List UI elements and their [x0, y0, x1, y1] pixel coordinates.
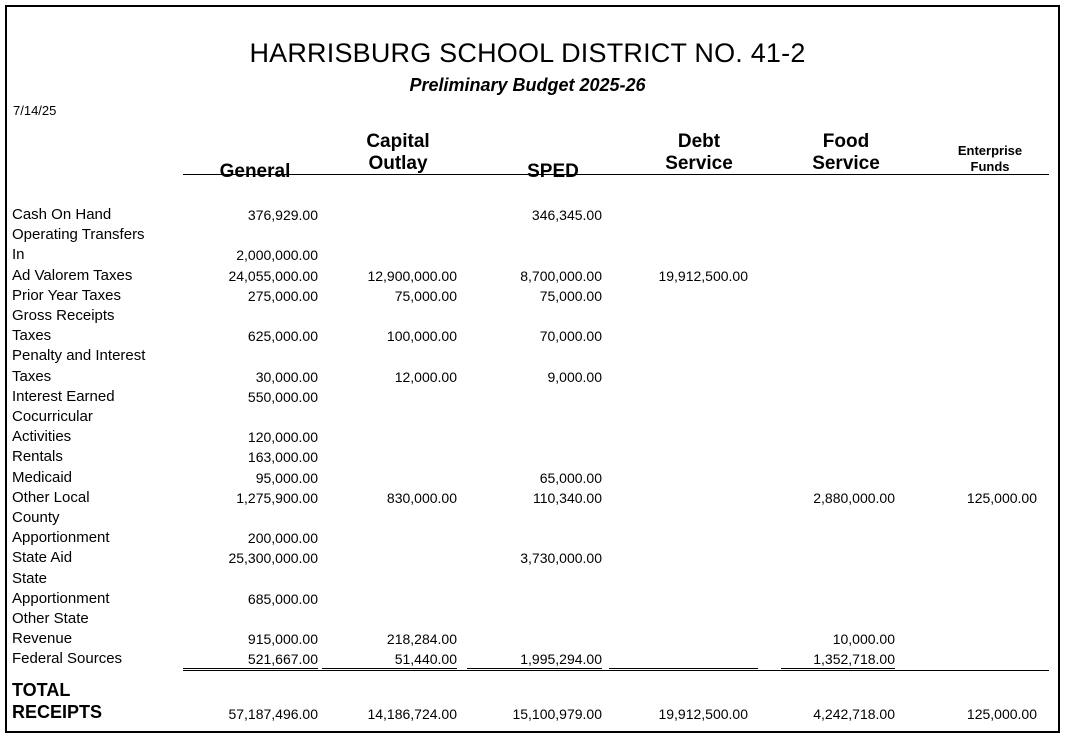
column-header [915, 143, 1065, 175]
row-label: County [12, 509, 60, 526]
column-header-line1 [180, 139, 330, 161]
row-label: Prior Year Taxes [12, 286, 121, 304]
row-value: 550,000.00 [247, 388, 318, 405]
row-value: 70,000.00 [539, 328, 602, 345]
column-header-line2: General [219, 161, 291, 182]
row-label: Activities [12, 428, 72, 446]
row-label: Other State [12, 610, 89, 627]
row-label: Penalty and Interest [12, 347, 146, 365]
column-header-line2: Funds [970, 159, 1010, 174]
subtotal-rule [467, 668, 602, 669]
column-header-line1: Capital [366, 131, 430, 152]
row-label: Operating Transfers [12, 226, 145, 244]
subtotal-rule [609, 668, 758, 669]
row-value: 30,000.00 [255, 368, 318, 385]
row-value: 12,900,000.00 [367, 267, 457, 284]
row-label: State [12, 569, 48, 587]
document-title: HARRISBURG SCHOOL DISTRICT NO. 41-2 [249, 38, 806, 68]
total-label: TOTAL [12, 680, 71, 700]
row-label: Taxes [12, 367, 52, 385]
row-value: 95,000.00 [255, 469, 318, 486]
row-value: 25,300,000.00 [228, 550, 318, 567]
total-value: 19,912,500.00 [658, 706, 748, 722]
row-value: 830,000.00 [386, 489, 457, 506]
row-value: 685,000.00 [247, 590, 318, 607]
row-value: 1,275,900.00 [236, 489, 318, 506]
column-header [478, 139, 628, 183]
column-header-line1: Food [822, 131, 870, 152]
column-header [771, 131, 921, 175]
row-value: 51,440.00 [394, 651, 457, 668]
subtotal-rule [183, 668, 318, 669]
row-value: 19,912,500.00 [658, 267, 748, 284]
row-value: 8,700,000.00 [520, 267, 602, 284]
row-value: 346,345.00 [531, 207, 602, 223]
row-label: Cash On Hand [12, 206, 112, 223]
row-value: 110,340.00 [532, 489, 602, 506]
row-value: 2,880,000.00 [813, 489, 895, 506]
document-subtitle: Preliminary Budget 2025-26 [409, 75, 646, 95]
row-label: Federal Sources [12, 650, 123, 668]
row-value: 163,000.00 [247, 449, 318, 466]
row-label: Ad Valorem Taxes [12, 266, 133, 284]
total-value: 15,100,979.00 [512, 706, 602, 722]
column-header-line1: Enterprise [957, 143, 1023, 158]
column-header [323, 131, 473, 175]
row-value: 521,667.00 [247, 651, 318, 668]
row-value: 10,000.00 [832, 631, 895, 648]
row-value: 125,000.00 [966, 489, 1037, 506]
row-value: 1,995,294.00 [520, 651, 602, 668]
total-value: 4,242,718.00 [813, 706, 895, 722]
row-label: Apportionment [12, 589, 110, 607]
column-header-line2: Outlay [368, 153, 428, 174]
row-value: 625,000.00 [247, 328, 318, 345]
total-value: 57,187,496.00 [228, 706, 318, 722]
row-value: 12,000.00 [394, 368, 457, 385]
row-value: 120,000.00 [247, 429, 318, 446]
row-label: Rentals [12, 448, 63, 466]
column-header [624, 131, 774, 175]
column-header-line2: Service [812, 153, 880, 174]
row-value: 9,000.00 [547, 368, 602, 385]
row-label: Cocurricular [12, 408, 93, 425]
row-value: 218,284.00 [386, 631, 457, 648]
row-value: 915,000.00 [247, 631, 318, 648]
column-header [180, 139, 330, 183]
row-label: Other Local [12, 488, 90, 506]
row-label: State Aid [12, 549, 73, 567]
row-value: 376,929.00 [247, 207, 318, 223]
row-value: 1,352,718.00 [813, 651, 895, 668]
row-value: 75,000.00 [539, 287, 602, 304]
row-label: In [12, 246, 25, 264]
row-value: 100,000.00 [386, 328, 457, 345]
row-value: 65,000.00 [539, 469, 602, 486]
row-label: Interest Earned [12, 387, 115, 405]
row-value: 2,000,000.00 [236, 247, 318, 264]
total-value: 14,186,724.00 [367, 706, 457, 722]
header-rule [183, 174, 1049, 175]
row-label: Taxes [12, 327, 52, 345]
column-header-line1: Debt [677, 131, 721, 152]
row-value: 200,000.00 [247, 530, 318, 547]
row-label: Medicaid [12, 468, 73, 486]
total-label: RECEIPTS [12, 702, 103, 722]
column-header-line2: Service [665, 153, 733, 174]
total-value: 125,000.00 [966, 706, 1037, 722]
row-label: Gross Receipts [12, 307, 115, 324]
column-header-line1 [478, 139, 628, 161]
subtotal-rule [322, 668, 457, 669]
row-value: 275,000.00 [247, 287, 318, 304]
subtotal-rule [781, 668, 895, 669]
row-label: Revenue [12, 630, 73, 648]
row-value: 24,055,000.00 [228, 267, 318, 284]
column-header-line2: SPED [527, 161, 579, 182]
document-date: 7/14/25 [13, 103, 57, 118]
row-label: Apportionment [12, 529, 110, 547]
row-value: 75,000.00 [394, 287, 457, 304]
total-rule [183, 670, 1049, 671]
row-value: 3,730,000.00 [520, 550, 602, 567]
